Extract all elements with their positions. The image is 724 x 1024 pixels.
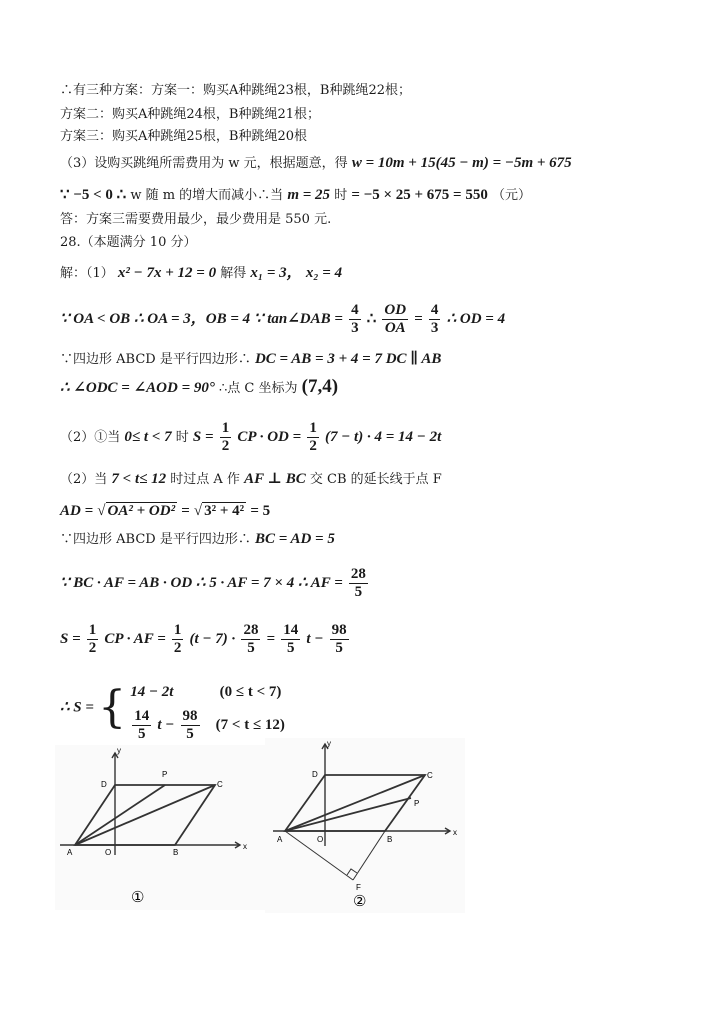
yuan-unit: （元） xyxy=(491,188,531,203)
piecewise-cases xyxy=(130,676,285,740)
line-parallelogram xyxy=(60,350,441,369)
line-tan xyxy=(60,302,505,337)
area-equation: ∵ BC · AF = AB · OD ∴ 5 · AF = 7 × 4 ∴ AF = xyxy=(60,575,343,591)
ad-value: = 5 xyxy=(250,503,271,519)
fig2-number: ② xyxy=(353,893,367,910)
s-piecewise-label: ∴ S = xyxy=(60,699,94,716)
fig2-y-label: y xyxy=(327,739,331,748)
point-c-text: ∴点 C 坐标为 xyxy=(219,381,298,396)
fig1-y-label: y xyxy=(117,746,121,755)
line-point-c xyxy=(60,378,338,398)
fraction-28-5-b: $\frac{28}{5}$ xyxy=(243,622,259,656)
t-minus: t − xyxy=(306,631,324,647)
line-answer: 答：方案三需要费用最少，最少费用是 550 元. xyxy=(60,212,332,227)
equals-sign: = xyxy=(414,311,423,327)
sqrt-oa-od: OA² + OD² xyxy=(107,503,176,519)
case-one-range: 0≤ t < 7 xyxy=(124,429,172,445)
fraction-28-5: $\frac{28}{5}$ xyxy=(350,566,366,600)
fraction-98-5-b: $\frac{98}{5}$ xyxy=(182,708,198,742)
cp-af: CP · AF = xyxy=(104,631,166,647)
line-plans-intro: ∴有三种方案：方案一：购买A种跳绳23根，B种跳绳22根； xyxy=(60,83,412,98)
line-quadratic xyxy=(60,264,342,283)
bc-equals-ad: BC = AD = 5 xyxy=(254,531,335,547)
af-perp-bc: AF ⊥ BC xyxy=(244,471,306,487)
fraction-od-oa: $\frac{OD}{OA}$ xyxy=(384,302,407,336)
case-row-1 xyxy=(130,676,285,708)
solution-prefix: 解：（1） xyxy=(60,266,114,281)
parallelogram-text: ∵四边形 ABCD 是平行四边形∴ xyxy=(60,352,251,367)
od-value: ∴ OD = 4 xyxy=(446,311,506,327)
line-s-case-two xyxy=(60,622,351,657)
fig2-label-b: B xyxy=(387,835,393,844)
case-one-when: 时 xyxy=(175,430,189,445)
cost-setup-text: （3）设购买跳绳所需费用为 w 元，根据题意，得 xyxy=(60,156,348,171)
t-minus-7: (t − 7) · xyxy=(189,631,236,647)
case-row-2 xyxy=(130,708,285,740)
case1-cond: (0 ≤ t < 7) xyxy=(219,684,282,700)
line-case-one xyxy=(60,420,441,455)
fraction-98-5: $\frac{98}{5}$ xyxy=(331,622,347,656)
fig1-label-c: C xyxy=(217,780,223,789)
case2-t-minus: t − xyxy=(157,717,175,733)
fig1-x-label: x xyxy=(243,842,247,851)
therefore-symbol: ∴ xyxy=(366,311,377,327)
figure-two xyxy=(265,738,465,913)
line-plan-two: 方案二：购买A种跳绳24根，B种跳绳21根； xyxy=(60,107,321,122)
monotonic-cond: ∵ −5 < 0 ∴ xyxy=(60,187,127,203)
fig1-label-d: D xyxy=(101,780,107,789)
monotonic-text: w 随 m 的增大而减小∴当 xyxy=(130,188,284,203)
root-x2: x₂ = 4 xyxy=(305,265,343,281)
line-bc-ad xyxy=(60,530,335,549)
fig1-label-b: B xyxy=(173,848,179,857)
case1-expr: 14 − 2t xyxy=(130,684,174,700)
fraction-half: $\frac{1}{2}$ xyxy=(221,420,230,454)
case-one-result: (7 − t) · 4 = 14 − 2t xyxy=(324,429,442,445)
fig2-label-a: A xyxy=(277,835,283,844)
figure-one xyxy=(55,745,265,910)
fraction-half-c: $\frac{1}{2}$ xyxy=(88,622,97,656)
dc-length: DC = AB = 3 + 4 = 7 DC ∥ AB xyxy=(254,351,442,367)
case2-cond: (7 < t ≤ 12) xyxy=(215,717,285,733)
fraction-half-d: $\frac{1}{2}$ xyxy=(173,622,182,656)
point-c-coords: (7,4) xyxy=(301,376,339,397)
case-two-range: 7 < t≤ 12 xyxy=(111,471,167,487)
fraction-half-b: $\frac{1}{2}$ xyxy=(309,420,317,454)
case-two-tail: 交 CB 的延长线于点 F xyxy=(309,472,442,487)
case-one-prefix: （2）①当 xyxy=(60,430,121,445)
fig1-number: ① xyxy=(131,889,145,906)
line-af xyxy=(60,566,370,601)
min-cost-calc: = −5 × 25 + 675 = 550 xyxy=(351,187,488,203)
solve-text: 解得 xyxy=(220,266,247,281)
root-x1: x₁ = 3， xyxy=(250,265,302,281)
fraction-4-3: $\frac{4}{3}$ xyxy=(351,302,359,336)
line-monotonic xyxy=(60,186,531,205)
sqrt-3-4: 3² + 4² xyxy=(204,503,245,519)
case-two-text: 时过点 A 作 xyxy=(170,472,240,487)
fig1-label-o: O xyxy=(105,848,112,857)
fraction-4-3-b: $\frac{4}{3}$ xyxy=(430,302,439,336)
line-case-two xyxy=(60,470,442,489)
tan-statement: ∵ OA < OB ∴ OA = 3，OB = 4 ∵ tan∠DAB = xyxy=(60,311,343,327)
s-label: S = xyxy=(192,429,214,445)
fraction-14-5-b: $\frac{14}{5}$ xyxy=(134,708,150,742)
fig1-label-a: A xyxy=(67,848,73,857)
case-two-prefix: （2）当 xyxy=(60,472,108,487)
fig2-label-c: C xyxy=(427,771,433,780)
line-piecewise xyxy=(60,676,285,740)
equals-sign-3: = xyxy=(266,631,276,647)
equals-sign-2: = xyxy=(181,503,190,519)
fig2-label-o: O xyxy=(317,835,324,844)
ad-label: AD = xyxy=(60,503,94,519)
fig2-label-d: D xyxy=(312,770,318,779)
line-plan-three: 方案三：购买A种跳绳25根，B种跳绳20根 xyxy=(60,129,308,144)
fig2-x-label: x xyxy=(453,828,457,837)
line-cost-setup xyxy=(60,154,572,173)
brace-icon: { xyxy=(98,682,127,733)
fig2-label-p: P xyxy=(414,799,420,808)
s-label-2: S = xyxy=(60,631,81,647)
cp-od: CP · OD = xyxy=(237,429,302,445)
parallelogram-text-2: ∵四边形 ABCD 是平行四边形∴ xyxy=(60,532,251,547)
fig2-label-f: F xyxy=(356,883,361,892)
cost-formula: w = 10m + 15(45 − m) = −5m + 675 xyxy=(351,155,572,171)
fig1-label-p: P xyxy=(162,770,168,779)
monotonic-when: 时 xyxy=(334,188,348,203)
line-ad-length: AD = √ OA² + OD² = √ 3² + 4² = 5 xyxy=(60,503,271,519)
m-value: m = 25 xyxy=(287,187,331,203)
quadratic-equation: x² − 7x + 12 = 0 xyxy=(117,265,217,281)
angle-statement: ∴ ∠ODC = ∠AOD = 90° xyxy=(60,380,215,396)
fraction-14-5: $\frac{14}{5}$ xyxy=(283,622,299,656)
line-question-28: 28.（本题满分 10 分） xyxy=(60,235,197,250)
